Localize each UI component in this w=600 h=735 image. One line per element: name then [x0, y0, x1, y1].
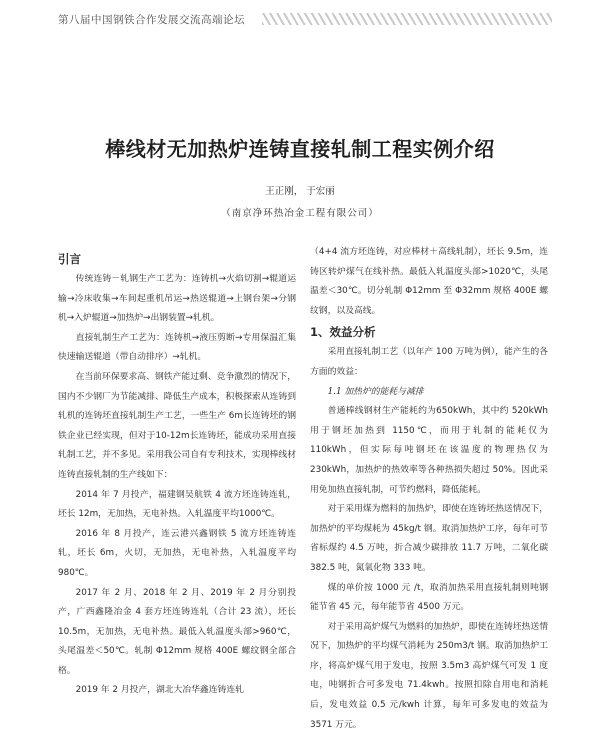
header-decoration: [262, 13, 552, 25]
paragraph: 2016 年 8 月投产，连云港兴鑫钢铁 5 流方坯连铸连轧，坯长 6m，火切，无加热，无电补热，入轧温度平均 980℃。: [58, 528, 296, 578]
paragraph: 采用直接轧制工艺（以年产 100 万吨为例），能产生的各方面的效益：: [310, 347, 548, 377]
left-column: [58, 248, 296, 701]
paragraph: 煤的单价按 1000 元 /t，取消加热采用直接轧制则吨钢能节省 45 元，每年能节省 4500 万元。: [310, 582, 548, 613]
subsection-heading: 1.1 加热炉的能耗与减排: [327, 386, 424, 397]
paragraph: 传统连铸－轧钢生产工艺为：连铸机→火焰切割→辊道运输→冷床收集→车间起重机吊运→热送辊道→上钢台架→分钢机→入炉辊道→加热炉→出钢装置→轧机。: [58, 274, 296, 324]
paragraph: 2017 年 2 月、2018 年 2 月、2019 年 2 月分别投产，广西鑫隆冶金 4 套方坯连铸连轧（合计 23 流），坯长 10.5m，无加热，无电补热。最低入轧温度头部>960℃，头尾温差＜50℃。轧制 Φ12mm 规格 400E 螺纹钢全部合格。: [58, 587, 296, 676]
paragraph: 2019 年 2 月投产，湖北大冶华鑫连铸连轧: [75, 685, 244, 696]
paragraph: 普通棒线钢材生产能耗约为650kWh，其中约 520kWh 用于钢坯加热到 1150℃，而用于轧制的能耗仅为 110kWh，但实际每吨钢坯在该温度的物理热仅为 230kWh，加热炉的热效率等各种热损失超过 50%。因此采用免加热直接轧制，可节约燃料，降低能耗。: [310, 406, 548, 495]
paragraph-continued: （4+4 流方坯连铸，对应棒材＋高线轧制），坯长 9.5m，连铸区转炉煤气在线补热。最低入轧温度头部>1020℃，头尾温差＜30℃。切分轧制 Φ12mm 至 Φ32mm 规格 400E 螺纹钢，以及高线。: [310, 247, 548, 316]
section-heading-introduction: 引言: [58, 252, 81, 266]
section-heading-benefit-analysis: 1、效益分析: [310, 325, 376, 340]
paragraph: 对于采用煤为燃料的加热炉，即使在连铸坯热送情况下，加热炉的平均煤耗为 45kg/t 钢。取消加热炉工序，每年可节省标煤约 4.5 万吨，折合减少碳排放 11.7 万吨，二氧化碳 382.5 吨，氮氧化物 333 吨。: [310, 504, 548, 573]
paragraph: 对于采用高炉煤气为燃料的加热炉，即使在连铸坯热送情况下，加热炉的平均煤气消耗为 250m3/t 钢。取消加热炉工序，将高炉煤气用于发电，按照 3.5m3 高炉煤气可发 1 度电，吨钢折合可多发电 71.4kwh。按照扣除自用电和消耗后，发电效益 0.5 元/kwh 计算，每年可多发电的效益为 3571 万元。: [310, 621, 548, 730]
paragraph: 直接轧制生产工艺为：连铸机→液压剪断→专用保温汇集快速输送辊道（带自动排序）→轧机。: [58, 332, 296, 363]
author-line: 王正刚， 于宏丽: [265, 186, 335, 197]
running-header: 第八届中国钢铁合作发展交流高端论坛: [58, 14, 245, 26]
paragraph: 2014 年 7 月投产，福建钢吴航铁 4 流方坯连铸连轧，坯长 12m，无加热，无电补热。入轧温度平均1000℃。: [58, 489, 296, 520]
paragraph: 在当前环保要求高、钢铁产能过剩、竞争激烈的情况下，国内不少钢厂为节能减排、降低生产成本，积极探索从连铸到轧机的连铸坯直接轧制生产工艺，一些生产 6m长连铸坯的钢铁企业已经实现，但对于10-12m长连铸坯，能成功采用直接轧制工艺，并不多见。采用我公司自有专利技术，实现棒线材连铸直接轧制的生产线如下：: [58, 371, 296, 480]
right-column: [310, 243, 548, 735]
affiliation-line: （南京净环热冶金工程有限公司）: [221, 208, 379, 219]
paper-title: 棒线材无加热炉连铸直接轧制工程实例介绍: [105, 137, 495, 161]
